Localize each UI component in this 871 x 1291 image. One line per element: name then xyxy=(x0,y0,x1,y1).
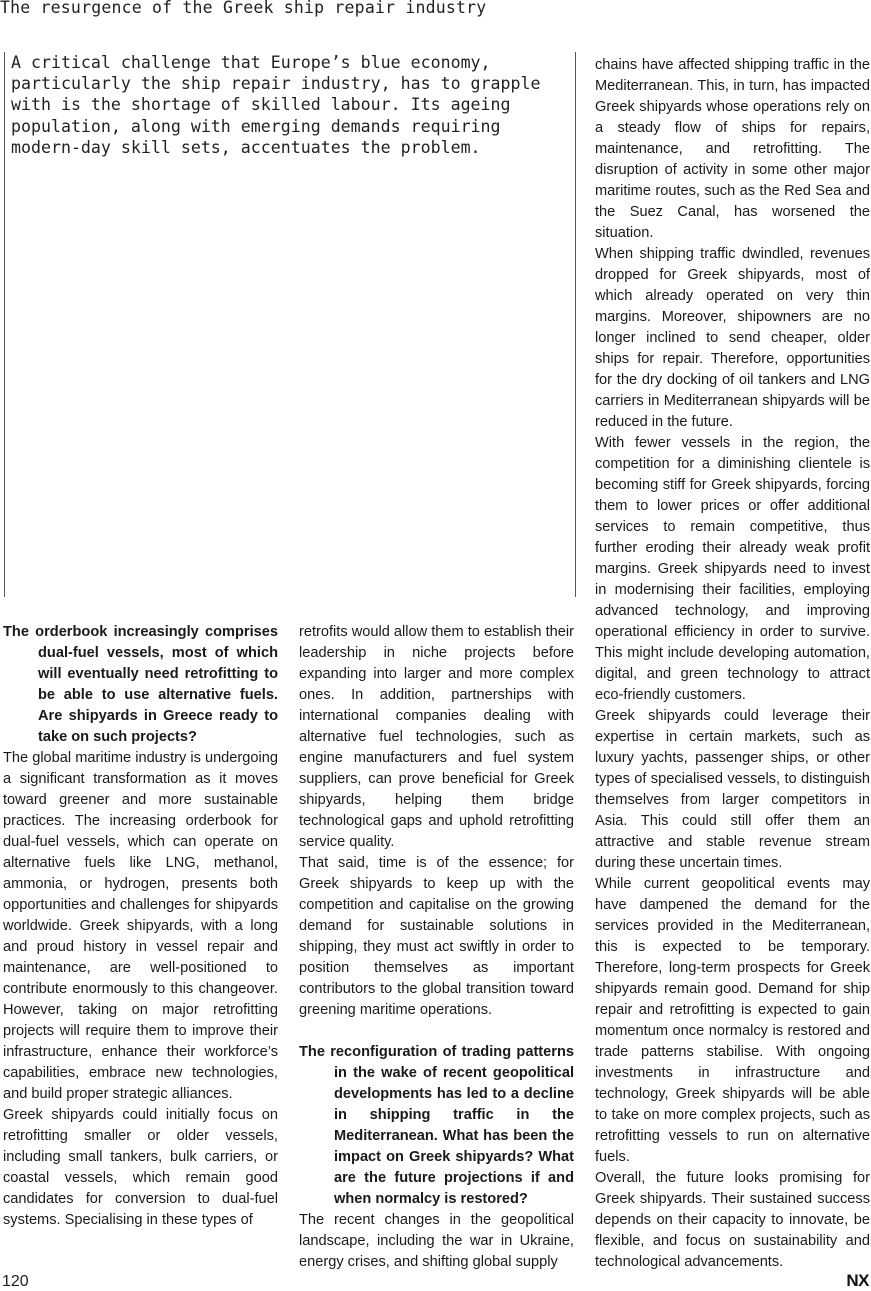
answer-2-paragraph-3: With fewer vessels in the region, the competition for a diminishing clientele is becoming stiff for Greek shipyards, forcing them to lower prices or offer additional services to remain competitive, thus further eroding their already weak profit margins. Greek shipyards need to invest in modernising their facilities, employing advanced technology, and improving operational efficiency in order to survive. This might include developing automation, digital, and green technology to attract eco-friendly customers. xyxy=(595,435,870,703)
answer-1-paragraph-1: The global maritime industry is undergoing a significant transformation as it moves toward greener and more sustainable practices. The increasing orderbook for dual-fuel vessels, which can operate on alternative fuels like LNG, methanol, ammonia, or hydrogen, presents both opportunities and challenges for shipyards worldwide. Greek shipyards, with a long and proud history in vessel repair and maintenance, are well-positioned to contribute enormously to this changeover. However, taking on major retrofitting projects will require them to improve their infrastructure, enhance their workforce’s capabilities, embrace new technologies, and build proper strategic alliances. xyxy=(3,750,278,1102)
question-1: The orderbook increasingly comprises dual-fuel vessels, most of which will eventually need retrofitting to be able to use alternative fuels. Are shipyards in Greece ready to take on such projects? xyxy=(3,624,278,745)
article-column-3 xyxy=(595,55,870,1273)
pull-quote-text: A critical challenge that Europe’s blue economy, particularly the ship repair industry, has to grapple with is the shortage of skilled labour. Its ageing population, along with emerging demands requiring modern-day skill sets, accentuates the problem. xyxy=(11,53,541,157)
running-header: The resurgence of the Greek ship repair industry xyxy=(0,0,487,17)
answer-1-paragraph-2-start: Greek shipyards could initially focus on retrofitting smaller or older vessels, including small tankers, bulk carriers, or coastal vessels, which remain good candidates for conversion to dual-fuel systems. Specialising in these types of xyxy=(3,1107,278,1228)
answer-1-paragraph-3: That said, time is of the essence; for Greek shipyards to keep up with the competition and capitalise on the growing demand for sustainable solutions in shipping, they must act swiftly in order to position themselves as important contributors to the global transition toward greening maritime operations. xyxy=(299,855,574,1018)
pull-quote-divider xyxy=(575,52,576,597)
article-column-1 xyxy=(3,622,278,1231)
answer-1-paragraph-2-end: retrofits would allow them to establish their leadership in niche projects before expanding into larger and more complex ones. In addition, partnerships with international companies dealing with alternative fuel technologies, such as engine manufacturers and fuel system suppliers, can prove beneficial for Greek shipyards, helping them bridge technological gaps and uphold retrofitting service quality. xyxy=(299,624,574,850)
answer-2-paragraph-5: While current geopolitical events may have dampened the demand for the services provided in the Mediterranean, this is expected to be temporary. Therefore, long-term prospects for Greek shipyards remain good. Demand for ship repair and retrofitting is expected to gain momentum once normalcy is restored and trade patterns stabilise. With ongoing investments in infrastructure and technology, Greek shipyards will be able to take on more complex projects, such as retrofitting vessels to run on alternative fuels. xyxy=(595,876,870,1165)
answer-2-paragraph-2: When shipping traffic dwindled, revenues dropped for Greek shipyards, most of which already operated on very thin margins. Moreover, shipowners are no longer inclined to send cheaper, older ships for repair. Therefore, opportunities for the dry docking of oil tankers and LNG carriers in Mediterranean shipyards will be reduced in the future. xyxy=(595,246,870,430)
answer-2-paragraph-1-start: The recent changes in the geopolitical landscape, including the war in Ukraine, energy crises, and shifting global supply xyxy=(299,1212,574,1270)
answer-2-paragraph-1-end: chains have affected shipping traffic in the Mediterranean. This, in turn, has impacted Greek shipyards whose operations rely on a steady flow of ships for repairs, maintenance, and retrofitting. The disruption of activity in some other major maritime routes, such as the Red Sea and the Suez Canal, has worsened the situation. xyxy=(595,57,870,241)
publication-logo: NX xyxy=(846,1271,869,1290)
answer-2-paragraph-4: Greek shipyards could leverage their expertise in certain markets, such as luxury yachts, passenger ships, or other types of specialised vessels, to distinguish themselves from larger competitors in Asia. This could still offer them an attractive and stable revenue stream during these uncertain times. xyxy=(595,708,870,871)
pull-quote xyxy=(4,52,564,597)
question-2: The reconfiguration of trading patterns in the wake of recent geopolitical developments has led to a decline in shipping traffic in the Mediterranean. What has been the impact on Greek shipyards? What are the future projections if and when normalcy is restored? xyxy=(299,1044,574,1207)
answer-2-paragraph-6: Overall, the future looks promising for Greek shipyards. Their sustained success depends on their capacity to innovate, be flexible, and focus on sustainability and technological advancements. xyxy=(595,1170,870,1270)
article-column-2 xyxy=(299,622,574,1273)
page-number: 120 xyxy=(2,1273,29,1290)
